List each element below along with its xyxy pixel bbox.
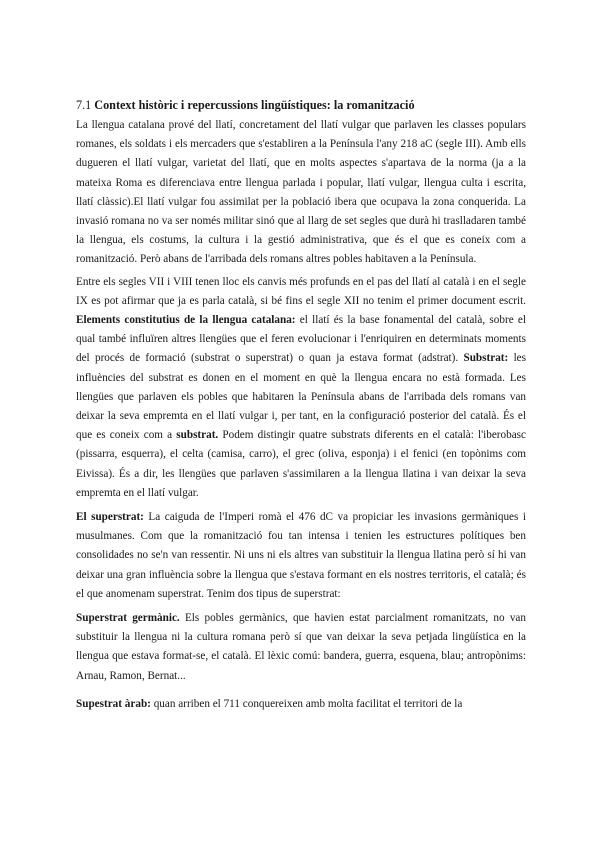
paragraph-constituent-elements xyxy=(76,273,526,503)
paragraph-germanic-superstrat xyxy=(76,609,526,686)
bold-term-germanic: Superstrat germànic. xyxy=(76,612,180,625)
paragraph-text: el llatí és la base fonamental del català, sobre el qual també influïren altres llengües que el feren evolucionar i l'enriquiren en determinats moments del procés de formació (substrat o superstrat) o quan ja estava format (adstrat). xyxy=(76,314,526,365)
bold-term-superstrat: El superstrat: xyxy=(76,511,144,524)
paragraph-text: Els pobles germànics, que havien estat parcialment romanitzats, no van substituir la llengua ni la cultura romana però sí que van deixar la seva petjada lingüística en la llengua que estava format-se, el català. El lèxic comú: bandera, guerra, esquena, blau; antropònims: Arnau, Ramon, Bernat... xyxy=(76,612,526,682)
bold-term-substrat-2: substrat. xyxy=(176,429,219,442)
section-number: 7.1 xyxy=(76,98,92,112)
section-title: Context històric i repercussions lingüístiques: la romanització xyxy=(94,98,415,112)
paragraph-superstrat xyxy=(76,508,526,604)
paragraph-text: Entre els segles VII i VIII tenen lloc els canvis més profunds en el pas del llatí al català i en el segle IX es pot afirmar que ja es parla català, si bé fins el segle XII no tenim el primer document escrit. xyxy=(76,275,526,307)
paragraph-text: La caiguda de l'Imperi romà el 476 dC va propiciar les invasions germàniques i musulmanes. Com que la romanització fou tan intensa i tenien les estructures polítiques ben consolidades no se'n van ressentir. Ni uns ni els altres van substituir la llengua llatina però sí hi van deixar una gran influència sobre la llengua que s'estava formant en els nostres territoris, el català; és el que anomenam superstrat. Tenim dos tipus de superstrat: xyxy=(76,511,526,600)
section-heading xyxy=(76,96,526,115)
paragraph-romanization: La llengua catalana prové del llatí, concretament del llatí vulgar que parlaven les classes populars romanes, els soldats i els mercaders que s'establiren a la Península l'any 218 aC (segle III). Amb ells dugueren el llatí vulgar, varietat del llatí, que en molts aspectes s'apartava de la norma (ja a la mateixa Roma es diferenciava entre llengua parlada i popular, llatí vulgar, llengua culta i escrita, llatí clàssic).El llatí vulgar fou assimilat per la població ibera que ocupava la zona conquerida. La invasió romana no va ser només militar sinó que al llarg de set segles que durà hi traslladaren també la llengua, els costums, la cultura i la gestió administrativa, que és el que es coneix com a romanització. Però abans de l'arribada dels romans altres pobles habitaven a la Península. xyxy=(76,119,526,266)
bold-term-elements: Elements constitutius de la llengua catalana: xyxy=(76,314,296,327)
paragraph-text: les influències del substrat es donen en el moment en què la llengua encara no està formada. Les llengües que parlaven els pobles que habitaren la Península abans de l'arribada dels romans van deixar la seva empremta en el llatí vulgar i, per tant, en la configuració posterior del català. És el que es coneix com a xyxy=(76,352,526,442)
paragraph-text: quan arriben el 711 conquereixen amb molta facilitat el territori de la xyxy=(150,697,463,710)
bold-term-substrat: Substrat: xyxy=(463,352,509,365)
paragraph-text: Podem distingir quatre substrats diferents en el català: l'iberobasc (pissarra, esquerra), el celta (camisa, carro), el grec (oliva, esponja) i el fenici (en topònims com Eivissa). És a dir, les llengües que parlaven s'assimilaren a la llengua llatina i van deixar la seva empremta en el llatí vulgar. xyxy=(76,429,526,499)
paragraph-arab-superstrat xyxy=(76,695,526,714)
bold-term-arab: Supestrat àrab: xyxy=(76,697,151,710)
